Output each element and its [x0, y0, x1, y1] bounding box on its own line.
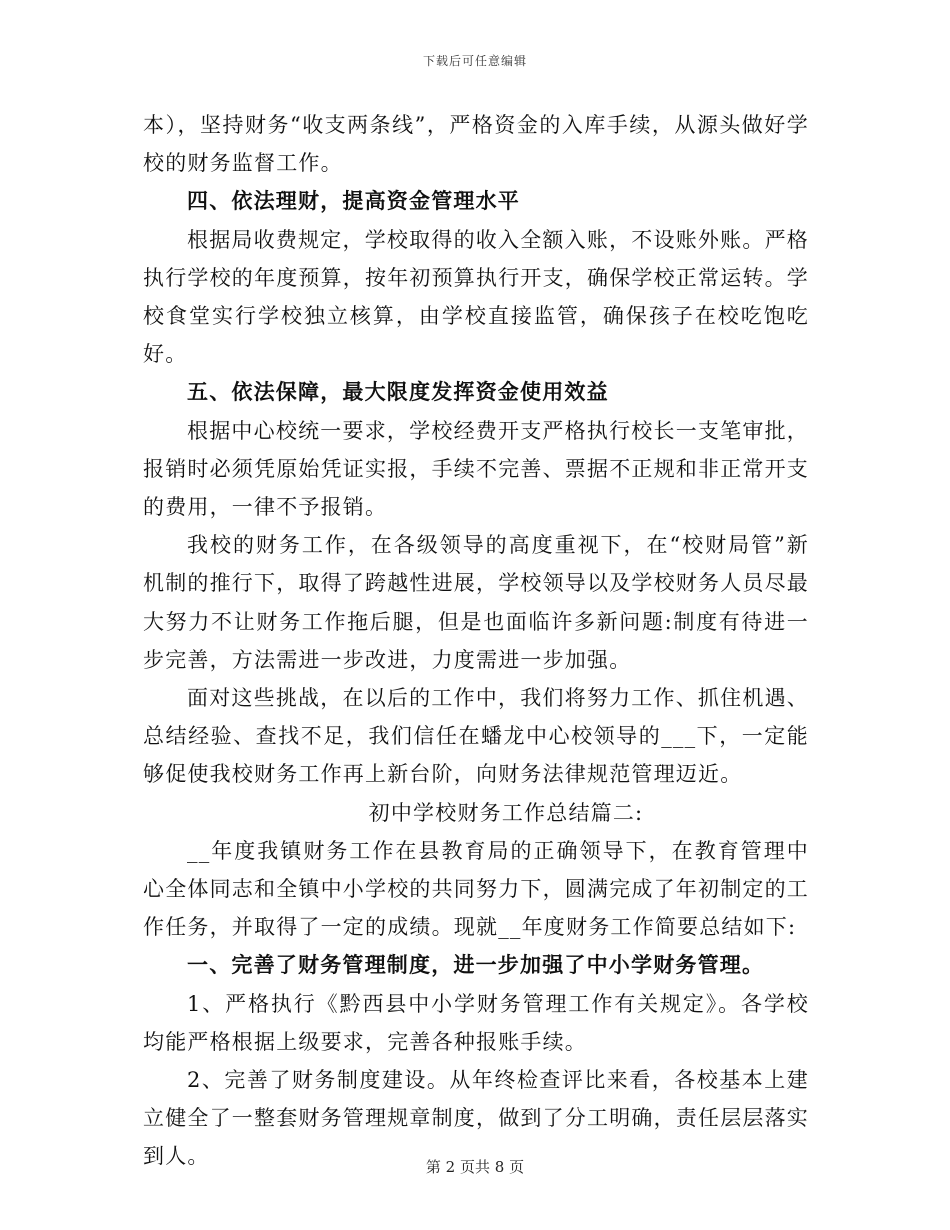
- document-body: [143, 106, 809, 1176]
- page-header-note: 下载后可任意编辑: [422, 54, 527, 68]
- section-heading-4: 四、依法理财，提高资金管理水平: [187, 188, 520, 214]
- paragraph: 我校的财务工作，在各级领导的高度重视下，在“校财局管”新机制的推行下，取得了跨越性进展，学校领导以及学校财务人员尽最大努力不让财务工作拖后腿，但是也面临许多新问题:制度有待进一步完善，方法需进一步改进，力度需进一步加强。: [143, 533, 809, 672]
- article-title: 初中学校财务工作总结篇二:: [368, 800, 644, 825]
- paragraph: 1、严格执行《黔西县中小学财务管理工作有关规定》。各学校均能严格根据上级要求，完善各种报账手续。: [143, 991, 809, 1054]
- section-heading-5: 五、依法保障，最大限度发挥资金使用效益: [187, 379, 609, 405]
- page-number: 第 2 页共 8 页: [425, 1158, 525, 1176]
- paragraph: 根据局收费规定，学校取得的收入全额入账，不设账外账。严格执行学校的年度预算，按年初预算执行开支，确保学校正常运转。学校食堂实行学校独立核算，由学校直接监管，确保孩子在校吃饱吃好。: [143, 227, 809, 367]
- section-heading-1: 一、完善了财务管理制度，进一步加强了中小学财务管理。: [187, 952, 765, 978]
- paragraph: 面对这些挑战，在以后的工作中，我们将努力工作、抓住机遇、总结经验、查找不足，我们信任在蟠龙中心校领导的___下，一定能够促使我校财务工作再上新台阶，向财务法律规范管理迈近。: [143, 686, 809, 787]
- paragraph: 根据中心校统一要求，学校经费开支严格执行校长一支笔审批，报销时必须凭原始凭证实报，手续不完善、票据不正规和非正常开支的费用，一律不予报销。: [143, 418, 809, 520]
- paragraph: __年度我镇财务工作在县教育局的正确领导下，在教育管理中心全体同志和全镇中小学校的共同努力下，圆满完成了年初制定的工作任务，并取得了一定的成绩。现就__年度财务工作简要总结如下:: [143, 838, 809, 940]
- paragraph: 2、完善了财务制度建设。从年终检查评比来看，各校基本上建立健全了一整套财务管理规章制度，做到了分工明确，责任层层落实到人。: [143, 1068, 809, 1169]
- paragraph-continuation: 本），坚持财务“收支两条线”，严格资金的入库手续，从源头做好学校的财务监督工作。: [143, 113, 809, 176]
